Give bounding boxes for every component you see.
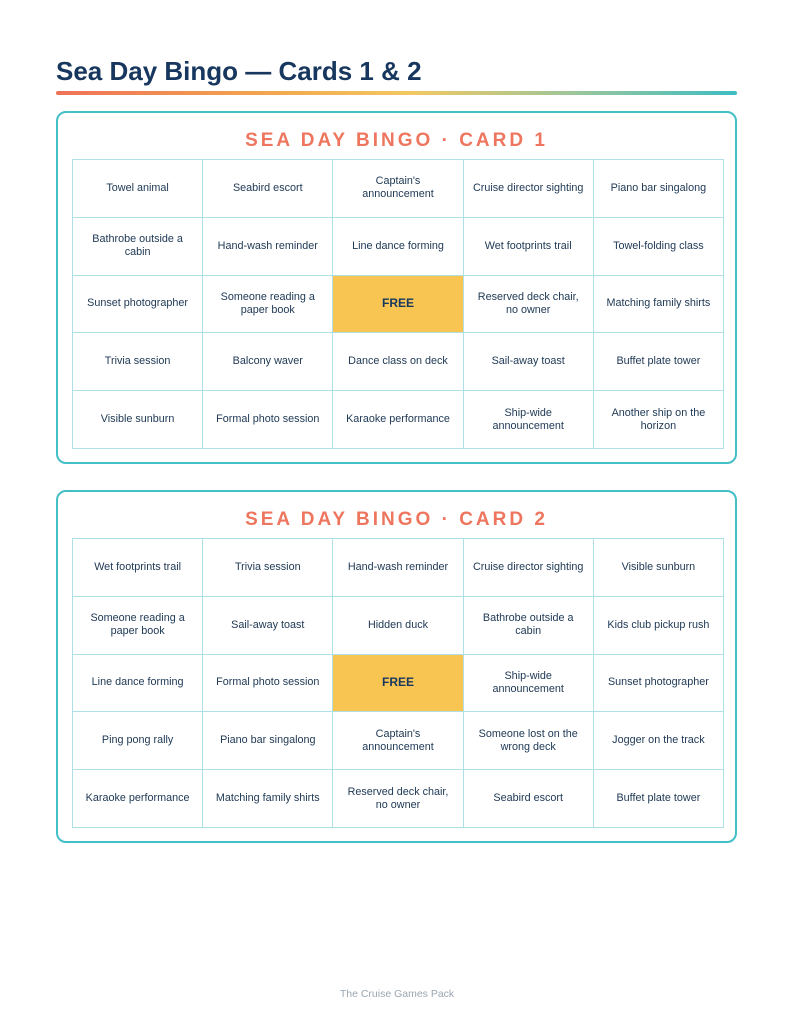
bingo-cell: Formal photo session xyxy=(203,655,333,713)
bingo-cell: Visible sunburn xyxy=(594,539,724,597)
free-space: FREE xyxy=(333,276,463,334)
bingo-cell: Dance class on deck xyxy=(333,333,463,391)
bingo-cell: Seabird escort xyxy=(203,160,333,218)
bingo-cell: Captain's announcement xyxy=(333,160,463,218)
bingo-cell: Towel animal xyxy=(73,160,203,218)
bingo-cell: Sail-away toast xyxy=(203,597,333,655)
bingo-cell: Bathrobe outside a cabin xyxy=(464,597,594,655)
bingo-cell: Reserved deck chair, no owner xyxy=(333,770,463,828)
bingo-cell: Towel-folding class xyxy=(594,218,724,276)
bingo-cell: Bathrobe outside a cabin xyxy=(73,218,203,276)
bingo-cell: Another ship on the horizon xyxy=(594,391,724,449)
bingo-cell: Buffet plate tower xyxy=(594,770,724,828)
bingo-cell: Trivia session xyxy=(73,333,203,391)
bingo-cell: Balcony waver xyxy=(203,333,333,391)
bingo-cell: Buffet plate tower xyxy=(594,333,724,391)
bingo-cell: Trivia session xyxy=(203,539,333,597)
title-gradient-rule xyxy=(56,91,737,95)
bingo-cell: Matching family shirts xyxy=(203,770,333,828)
bingo-card-1 xyxy=(56,111,737,464)
bingo-cell: Ping pong rally xyxy=(73,712,203,770)
bingo-cell: Someone lost on the wrong deck xyxy=(464,712,594,770)
bingo-cell: Sunset photographer xyxy=(594,655,724,713)
bingo-cell: Hand-wash reminder xyxy=(203,218,333,276)
free-space: FREE xyxy=(333,655,463,713)
page-title: Sea Day Bingo — Cards 1 & 2 xyxy=(56,56,422,86)
bingo-cell: Cruise director sighting xyxy=(464,539,594,597)
bingo-cell: Visible sunburn xyxy=(73,391,203,449)
bingo-cell: Sail-away toast xyxy=(464,333,594,391)
bingo-cell: Someone reading a paper book xyxy=(203,276,333,334)
bingo-cell: Reserved deck chair, no owner xyxy=(464,276,594,334)
bingo-cell: Piano bar singalong xyxy=(203,712,333,770)
bingo-card-2 xyxy=(56,490,737,843)
bingo-cell: Ship-wide announcement xyxy=(464,655,594,713)
card-1-heading: SEA DAY BINGO · CARD 1 xyxy=(245,130,548,151)
card-2-heading: SEA DAY BINGO · CARD 2 xyxy=(245,509,548,530)
bingo-card-1-grid xyxy=(72,159,724,449)
bingo-cell: Wet footprints trail xyxy=(464,218,594,276)
bingo-cell: Hand-wash reminder xyxy=(333,539,463,597)
bingo-cell: Cruise director sighting xyxy=(464,160,594,218)
bingo-cell: Piano bar singalong xyxy=(594,160,724,218)
bingo-cell: Formal photo session xyxy=(203,391,333,449)
bingo-cell: Matching family shirts xyxy=(594,276,724,334)
bingo-cell: Karaoke performance xyxy=(73,770,203,828)
bingo-cell: Seabird escort xyxy=(464,770,594,828)
bingo-cell: Hidden duck xyxy=(333,597,463,655)
bingo-cell: Wet footprints trail xyxy=(73,539,203,597)
bingo-cell: Line dance forming xyxy=(333,218,463,276)
bingo-cell: Karaoke performance xyxy=(333,391,463,449)
bingo-cell: Jogger on the track xyxy=(594,712,724,770)
bingo-cell: Someone reading a paper book xyxy=(73,597,203,655)
bingo-cell: Sunset photographer xyxy=(73,276,203,334)
bingo-cell: Ship-wide announcement xyxy=(464,391,594,449)
footer-text: The Cruise Games Pack xyxy=(339,988,455,1000)
bingo-cell: Line dance forming xyxy=(73,655,203,713)
bingo-cell: Kids club pickup rush xyxy=(594,597,724,655)
bingo-card-2-grid xyxy=(72,538,724,828)
bingo-cell: Captain's announcement xyxy=(333,712,463,770)
